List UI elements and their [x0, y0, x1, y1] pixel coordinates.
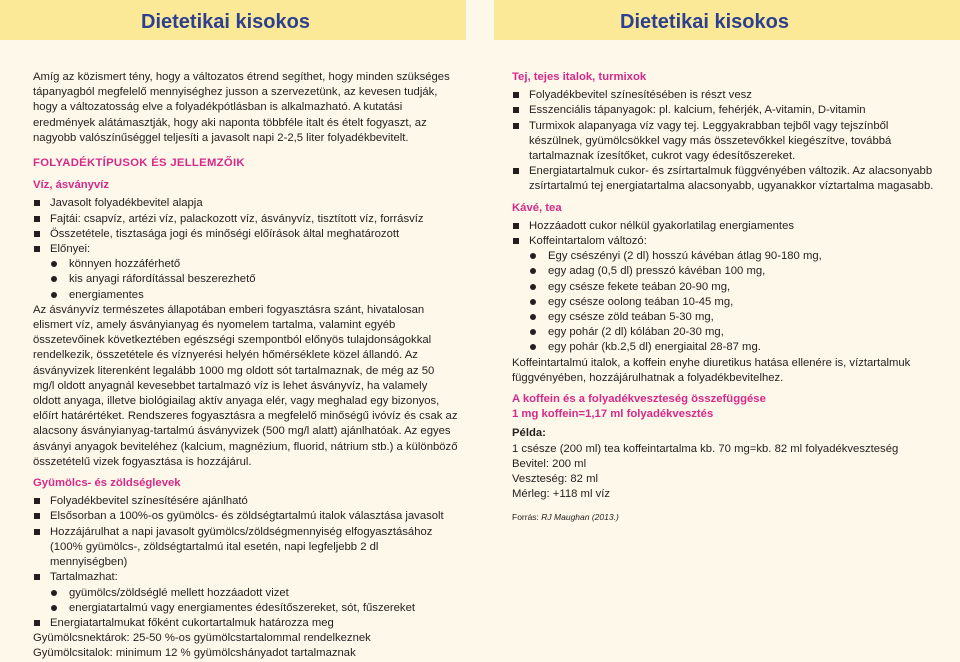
list-item: egy pohár (2 dl) kólában 20-30 mg,	[512, 325, 937, 340]
advantages-list	[33, 257, 458, 303]
list-item: Folyadékbevitel színesítésére ajánlható	[33, 494, 458, 509]
milk-bullets	[512, 88, 937, 194]
list-item: energiatartalmú vagy energiamentes édesítőszereket, sót, fűszereket	[33, 601, 458, 616]
list-item: Hozzáadott cukor nélkül gyakorlatilag energiamentes	[512, 219, 937, 234]
right-header-bar	[494, 0, 960, 40]
source-value: RJ Maughan (2013.)	[541, 512, 619, 523]
coffee-bullets	[512, 219, 937, 249]
list-item: egy csésze fekete teában 20-90 mg,	[512, 280, 937, 295]
left-page-title: Dietetikai kisokos	[141, 11, 310, 33]
fruit-last-bullet	[33, 616, 458, 631]
water-paragraph: Az ásványvíz természetes állapotában emberi fogyasztásra szánt, hivatalosan elismert víz, amely ásványianyag és nyomelem tartalma, valamint egyéb összetevőinek következtében egészségi szempontból előnyös tulajdonságokkal rendelkezik, összetétele és víznyerési helyén hőmérséklete közel állandó. Az ásványvizek literenként legalább 1000 mg oldott sót tartalmaznak, de még az 50 mg/l oldott anyagnál kevesebbet tartalmazó víz is lehet ásványvíz, ha valamely oldott anyaga, illetve biológiailag aktív anyaga elér, vagy meghalad egy bizonyos, előírt határértéket. Rendszeres fogyasztásra a megfelelő minőségű ivóvíz és csak az alacsony ásványianyag-tartalmú ásványvizek (500 mg/l alatt) ajánlhatóak. Az egyes ásványi anyagok beviteléhez (kalcium, magnézium, fluorid, nátrium stb.) a különböző összetételű vizek fogyasztása is hozzájárul.	[33, 303, 458, 468]
example-line: 1 csésze (200 ml) tea koffeintartalma kb. 70 mg=kb. 82 ml folyadékveszteség	[512, 442, 899, 455]
water-title: Víz, ásványvíz	[33, 179, 109, 192]
list-item: könnyen hozzáférhető	[33, 257, 458, 272]
coffee-paragraph: Koffeintartalmú italok, a koffein enyhe diuretikus hatása ellenére is, víztartalmuk függvényében, hozzájárulhatnak a folyadékbevitelhez.	[512, 356, 911, 384]
list-item: Előnyei:	[33, 242, 458, 257]
list-item: Tartalmazhat:	[33, 570, 458, 585]
list-item: energiamentes	[33, 288, 458, 303]
list-item: Turmixok alapanyaga víz vagy tej. Leggyakrabban tejből vagy tejszínből készülnek, gyümölcsökkel vagy más összetevőkkel kiegészítve, továbbá tartalmaznak ízesítőket, cukrot vagy édesítőszereket.	[512, 119, 937, 165]
list-item: Fajtái: csapvíz, artézi víz, palackozott víz, ásványvíz, tisztított víz, forrásvíz	[33, 212, 458, 227]
fruit-title: Gyümölcs- és zöldséglevek	[33, 477, 181, 490]
milk-title: Tej, tejes italok, turmixok	[512, 71, 647, 83]
list-item: Elsősorban a 100%-os gyümölcs- és zöldségtartalmú italok választása javasolt	[33, 509, 458, 524]
list-item: egy csésze oolong teában 10-45 mg,	[512, 295, 937, 310]
relation-title: A koffein és a folyadékveszteség összefüggése	[512, 393, 766, 406]
left-column	[33, 70, 458, 662]
list-item: kis anyagi ráfordítással beszerezhető	[33, 272, 458, 287]
list-item: Összetétele, tisztasága jogi és minőségi előírások által meghatározott	[33, 227, 458, 242]
source-note	[512, 510, 937, 525]
right-column	[512, 70, 937, 526]
coffee-title: Kávé, tea	[512, 201, 562, 214]
list-item: egy pohár (kb.2,5 dl) energiaital 28-87 mg.	[512, 340, 937, 355]
relation-formula: 1 mg koffein=1,17 ml folyadékvesztés	[512, 408, 714, 421]
list-item: egy csésze zöld teában 5-30 mg,	[512, 310, 937, 325]
contains-list	[33, 586, 458, 616]
nectar-line: Gyümölcsnektárok: 25-50 %-os gyümölcstartalommal rendelkeznek	[33, 632, 371, 645]
section-title: FOLYADÉKTÍPUSOK ÉS JELLEMZŐIK	[33, 157, 245, 170]
list-item: Energiatartalmuk cukor- és zsírtartalmuk függvényében változik. Az alacsonyabb zsírtartalmú tej energiatartalma alacsonyabb, ugyanakkor víztartalma magasabb.	[512, 164, 937, 194]
list-item: Egy csészényi (2 dl) hosszú kávéban átlag 90-180 mg,	[512, 249, 937, 264]
list-item: Javasolt folyadékbevitel alapja	[33, 196, 458, 211]
source-label: Forrás:	[512, 512, 539, 523]
intro-paragraph: Amíg az közismert tény, hogy a változatos étrend segíthet, hogy minden szükséges tápanyagból megfelelő mennyiséghez jusson a szervezetünk, az kevesen tudják, hogy a változatosság elve a folyadékpótlásban is alkalmazható. A kutatási eredmények alátámasztják, hogy aki naponta többféle italt és ételt fogyaszt, az nagyobb valószínűséggel teljesíti a javasolt napi 2-2,5 liter folyadékbevitelt.	[33, 71, 450, 144]
drinks-line: Gyümölcsitalok: minimum 12 % gyümölcshányadot tartalmaznak	[33, 647, 356, 660]
example-line: Mérleg: +118 ml víz	[512, 488, 611, 501]
example-label: Példa:	[512, 427, 546, 440]
water-bullets	[33, 196, 458, 257]
example-line: Bevitel: 200 ml	[512, 457, 587, 470]
list-item: Folyadékbevitel színesítésében is részt vesz	[512, 88, 937, 103]
fruit-bullets	[33, 494, 458, 585]
example-line: Veszteség: 82 ml	[512, 473, 599, 486]
left-header-bar	[0, 0, 466, 40]
list-item: egy adag (0,5 dl) presszó kávéban 100 mg,	[512, 264, 937, 279]
caffeine-list	[512, 249, 937, 355]
list-item: Koffeintartalom változó:	[512, 234, 937, 249]
list-item: Energiatartalmukat főként cukortartalmuk határozza meg	[33, 616, 458, 631]
list-item: Hozzájárulhat a napi javasolt gyümölcs/zöldségmennyiség elfogyasztásához (100% gyümölcs-, zöldségtartalmú ital esetén, napi legfeljebb 2 dl mennyiségben)	[33, 525, 458, 571]
list-item: gyümölcs/zöldséglé mellett hozzáadott vizet	[33, 586, 458, 601]
list-item: Esszenciális tápanyagok: pl. kalcium, fehérjék, A-vitamin, D-vitamin	[512, 103, 937, 118]
right-page-title: Dietetikai kisokos	[620, 11, 789, 33]
